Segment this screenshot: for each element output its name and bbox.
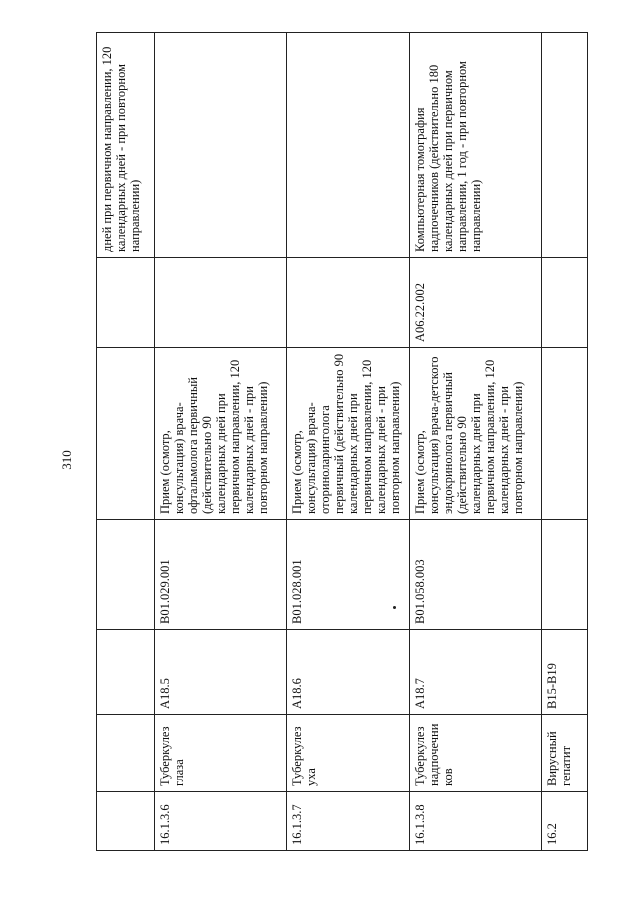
disease-name: Туберкулез уха [287, 715, 410, 792]
service-code: B01.028.001 [287, 520, 410, 630]
disease-name: Туберкулез глаза [155, 715, 287, 792]
scan-speck [393, 606, 396, 609]
icd-code: A18.5 [155, 630, 287, 715]
exam-description: дней при первичном направлении, 120 календарных дней - при повторном направлении) [97, 33, 155, 258]
row-number: 16.1.3.7 [287, 792, 410, 851]
page-number: 310 [59, 450, 74, 470]
service-description: Прием (осмотр, консультация) врача-офтальмолога первичный (действительно 90 календарных дней при первичном направлении, 120 календарных дней - при повторном направлении) [155, 348, 287, 520]
icd-code: A18.7 [410, 630, 542, 715]
service-code [542, 520, 588, 630]
service-description: Прием (осмотр, консультация) врача-оториноларинголога первичный (действительно 90 календарных дней при первичном направлении, 120 календарных дней - при повторном направлении) [287, 348, 410, 520]
exam-code [155, 258, 287, 348]
service-description [97, 348, 155, 520]
row-number: 16.2 [542, 792, 588, 851]
exam-code [97, 258, 155, 348]
rotated-table-container [96, 33, 587, 851]
row-number: 16.1.3.6 [155, 792, 287, 851]
exam-description [542, 33, 588, 258]
row-number [97, 792, 155, 851]
icd-code: B15-B19 [542, 630, 588, 715]
table-row [410, 33, 542, 851]
services-table [96, 32, 588, 851]
table-row [97, 33, 155, 851]
icd-code [97, 630, 155, 715]
exam-description [155, 33, 287, 258]
service-code: B01.058.003 [410, 520, 542, 630]
exam-description: Компьютерная томография надпочечников (действительно 180 календарных дней при первичном направлении, 1 год - при повторном направлении) [410, 33, 542, 258]
table-row [155, 33, 287, 851]
exam-code: A06.22.002 [410, 258, 542, 348]
table-row [287, 33, 410, 851]
disease-name: Туберкулез надпочечников [410, 715, 542, 792]
service-description [542, 348, 588, 520]
exam-description [287, 33, 410, 258]
disease-name [97, 715, 155, 792]
table-row [542, 33, 588, 851]
row-number: 16.1.3.8 [410, 792, 542, 851]
icd-code: A18.6 [287, 630, 410, 715]
exam-code [542, 258, 588, 348]
service-code: B01.029.001 [155, 520, 287, 630]
exam-code [287, 258, 410, 348]
disease-name: Вирусный гепатит [542, 715, 588, 792]
service-description: Прием (осмотр, консультация) врача-детского эндокринолога первичный (действительно 90 календарных дней при первичном направлении, 120 календарных дней - при повторном направлении) [410, 348, 542, 520]
service-code [97, 520, 155, 630]
